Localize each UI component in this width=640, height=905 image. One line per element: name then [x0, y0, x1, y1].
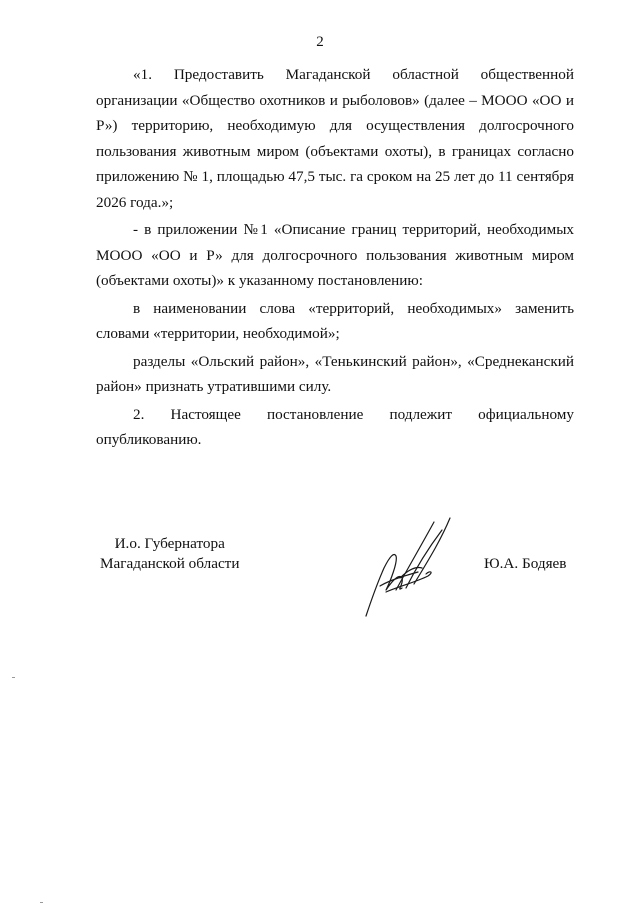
paragraph-4: разделы «Ольский район», «Тенькинский район», «Среднеканский район» признать утратившими силу.: [96, 352, 574, 395]
paragraph-5: 2. Настоящее постановление подлежит официальному опубликованию.: [96, 405, 574, 448]
signature-block: [0, 534, 640, 624]
signatory-title-line1: И.о. Губернатора: [114, 535, 225, 552]
signatory-title-line2: Магаданской области: [100, 555, 240, 572]
paragraph-2: - в приложении №1 «Описание границ территорий, необходимых МООО «ОО и Р» для долгосрочного пользования животным миром (объектами охоты)» к указанному постановлению:: [96, 221, 574, 289]
margin-mark: [12, 677, 15, 678]
page-number: 2: [316, 34, 324, 50]
margin-mark: [40, 902, 43, 903]
paragraph-3: в наименовании слова «территорий, необходимых» заменить словами «территории, необходимой»;: [96, 299, 574, 342]
document-body: [96, 62, 574, 455]
signatory-name: Ю.А. Бодяев: [484, 555, 567, 572]
handwritten-signature: [356, 516, 466, 626]
paragraph-1: «1. Предоставить Магаданской областной общественной организации «Общество охотников и рыболовов» (далее – МООО «ОО и Р») территорию, необходимую для осуществления долгосрочного пользования животным миром (объектами охоты), в границах согласно приложению № 1, площадью 47,5 тыс. га сроком на 25 лет до 11 сентября 2026 года.»;: [96, 66, 574, 211]
signatory-title: [100, 534, 239, 574]
